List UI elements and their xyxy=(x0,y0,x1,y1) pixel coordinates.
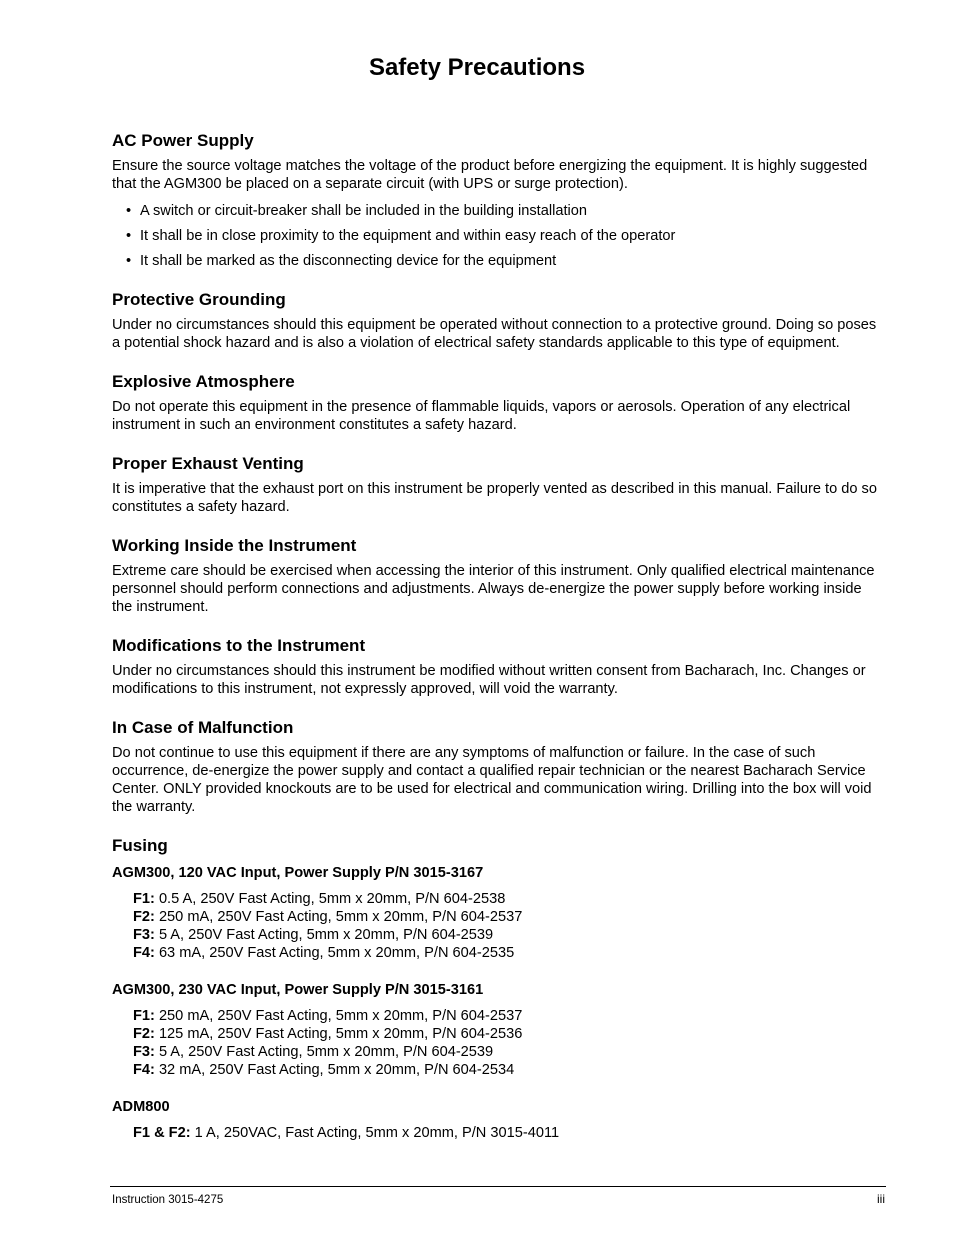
fuse-label: F1: xyxy=(133,891,155,907)
fuse-line xyxy=(133,1124,882,1142)
section-body: Extreme care should be exercised when accessing the interior of this instrument. Only qualified electrical maintenance personnel should perform connections and adjustments. Always de-energize the power supply before working inside the instrument. xyxy=(112,563,875,615)
fuse-line xyxy=(133,1025,882,1043)
fuse-spec: 63 mA, 250V Fast Acting, 5mm x 20mm, P/N 604-2535 xyxy=(154,945,515,961)
section-heading: Protective Grounding xyxy=(112,290,286,309)
section-body: Under no circumstances should this instrument be modified without written consent from Bacharach, Inc. Changes or modifications to this instrument, not expressly approved, will void the warranty. xyxy=(112,663,866,697)
fuse-label: F1 & F2: xyxy=(133,1125,191,1141)
fuse-list xyxy=(133,890,882,962)
fuse-label: F2: xyxy=(133,909,155,925)
fuse-group-title: AGM300, 120 VAC Input, Power Supply P/N 3015-3167 xyxy=(112,865,484,881)
section-heading: Working Inside the Instrument xyxy=(112,536,357,555)
fuse-spec: 0.5 A, 250V Fast Acting, 5mm x 20mm, P/N 604-2538 xyxy=(154,891,506,907)
fuse-line xyxy=(133,908,882,926)
fuse-list xyxy=(133,1007,882,1079)
section-heading: AC Power Supply xyxy=(112,131,254,150)
section-modifications xyxy=(112,635,882,698)
fuse-group xyxy=(112,1098,882,1142)
fuse-line xyxy=(133,1007,882,1025)
section-ac-power xyxy=(112,130,882,270)
fuse-spec: 250 mA, 250V Fast Acting, 5mm x 20mm, P/N 604-2537 xyxy=(154,909,523,925)
fuse-line xyxy=(133,944,882,962)
section-heading: Modifications to the Instrument xyxy=(112,636,366,655)
fuse-spec: 125 mA, 250V Fast Acting, 5mm x 20mm, P/N 604-2536 xyxy=(154,1026,523,1042)
fuse-list xyxy=(133,1124,882,1142)
fuse-label: F4: xyxy=(133,1062,155,1078)
fuse-group-title: AGM300, 230 VAC Input, Power Supply P/N 3015-3161 xyxy=(112,982,484,998)
section-heading: Fusing xyxy=(112,836,168,855)
footer-doc-id: Instruction 3015-4275 xyxy=(112,1194,224,1206)
section-protective-grounding xyxy=(112,289,882,352)
fuse-line xyxy=(133,890,882,908)
section-heading: Explosive Atmosphere xyxy=(112,372,295,391)
bullet-item: • A switch or circuit-breaker shall be included in the building installation xyxy=(140,202,882,220)
fuse-spec: 1 A, 250VAC, Fast Acting, 5mm x 20mm, P/N 3015-4011 xyxy=(190,1125,560,1141)
fuse-line xyxy=(133,926,882,944)
section-heading: In Case of Malfunction xyxy=(112,718,294,737)
section-explosive-atmosphere xyxy=(112,371,882,434)
section-body: Ensure the source voltage matches the voltage of the product before energizing the equipment. It is highly suggested that the AGM300 be placed on a separate circuit (with UPS or surge protection). xyxy=(112,158,868,192)
fuse-spec: 32 mA, 250V Fast Acting, 5mm x 20mm, P/N 604-2534 xyxy=(154,1062,515,1078)
fuse-label: F3: xyxy=(133,927,155,943)
section-malfunction xyxy=(112,717,882,816)
section-heading: Proper Exhaust Venting xyxy=(112,454,304,473)
section-fusing xyxy=(112,835,882,1142)
section-body: It is imperative that the exhaust port on this instrument be properly vented as described in this manual. Failure to do so constitutes a safety hazard. xyxy=(112,481,877,515)
fuse-spec: 250 mA, 250V Fast Acting, 5mm x 20mm, P/N 604-2537 xyxy=(154,1008,523,1024)
section-body: Do not operate this equipment in the presence of flammable liquids, vapors or aerosols. Operation of any electrical instrument in such an environment constitutes a safety hazard. xyxy=(112,399,851,433)
section-working-inside xyxy=(112,535,882,616)
bullet-item: • It shall be marked as the disconnecting device for the equipment xyxy=(140,252,882,270)
fuse-label: F4: xyxy=(133,945,155,961)
fuse-label: F1: xyxy=(133,1008,155,1024)
document-body xyxy=(112,130,882,1142)
fuse-label: F3: xyxy=(133,1044,155,1060)
bullet-item: • It shall be in close proximity to the equipment and within easy reach of the operator xyxy=(140,227,882,245)
fuse-spec: 5 A, 250V Fast Acting, 5mm x 20mm, P/N 604-2539 xyxy=(154,927,494,943)
page-title: Safety Precautions xyxy=(368,54,586,81)
section-body: Under no circumstances should this equipment be operated without connection to a protective ground. Doing so poses a potential shock hazard and is also a violation of electrical safety standards applicable to this type of equipment. xyxy=(112,317,877,351)
fuse-label: F2: xyxy=(133,1026,155,1042)
footer-divider xyxy=(110,1186,886,1187)
bullet-list xyxy=(112,202,882,270)
section-body: Do not continue to use this equipment if there are any symptoms of malfunction or failure. In the case of such occurrence, de-energize the power supply and contact a qualified repair technician or the nearest Bacharach Service Center. ONLY provided knockouts are to be used for electrical and communication wiring. Drilling into the box will void the warranty. xyxy=(112,745,872,815)
section-exhaust-venting xyxy=(112,453,882,516)
fuse-spec: 5 A, 250V Fast Acting, 5mm x 20mm, P/N 604-2539 xyxy=(154,1044,494,1060)
footer-page-number: iii xyxy=(877,1192,885,1206)
fuse-group xyxy=(112,981,882,1079)
fuse-group xyxy=(112,864,882,962)
fuse-group-title: ADM800 xyxy=(112,1099,170,1115)
fuse-line xyxy=(133,1061,882,1079)
fuse-line xyxy=(133,1043,882,1061)
